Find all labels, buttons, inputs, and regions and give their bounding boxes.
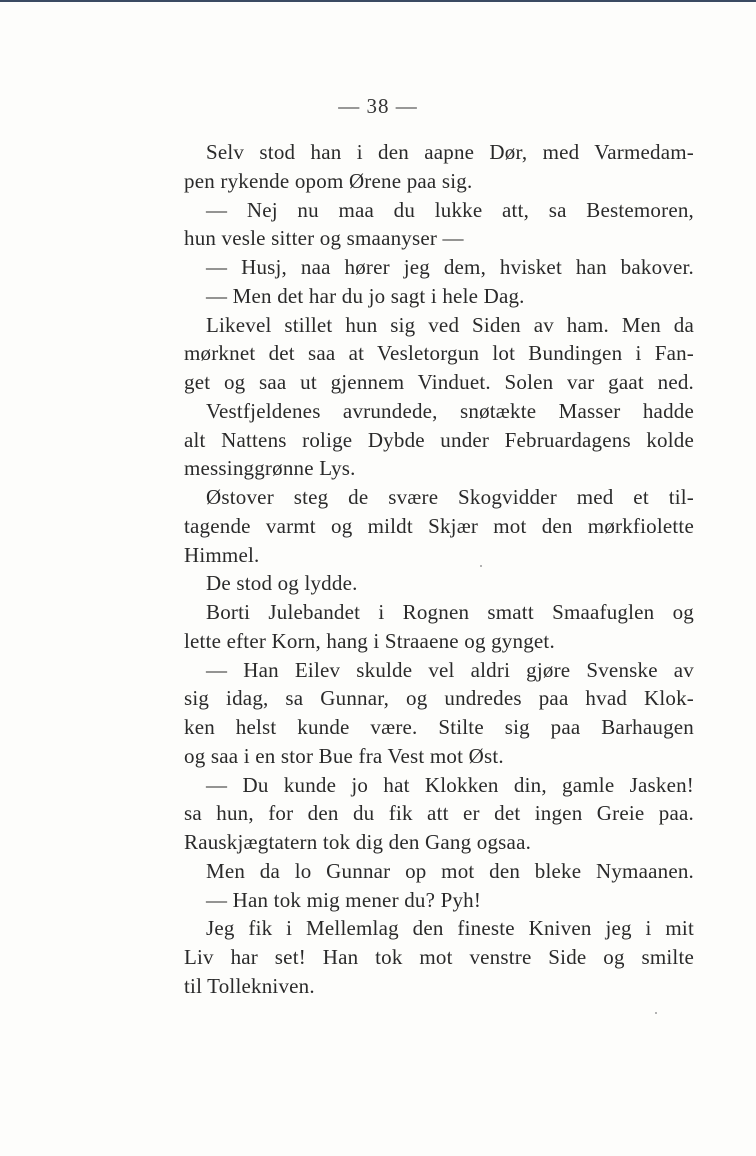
text-line: Liv har set! Han tok mot venstre Side og smilte [184, 945, 694, 969]
text-line: ken helst kunde være. Stilte sig paa Barhaugen [184, 715, 694, 739]
text-line: mørknet det saa at Vesletorgun lot Bundingen i Fan- [184, 341, 694, 366]
text-line: Østover steg de svære Skogvidder med et til- [206, 485, 694, 509]
text-line: lette efter Korn, hang i Straaene og gynget. [184, 628, 555, 653]
text-line: Borti Julebandet i Rognen smatt Smaafuglen og [206, 600, 694, 624]
text-line: Jeg fik i Mellemlag den fineste Kniven jeg i mit [206, 916, 694, 941]
text-line: Himmel. [184, 542, 260, 567]
text-line: messinggrønne Lys. [184, 456, 356, 481]
page-number: — 38 — [338, 94, 418, 118]
text-line: Selv stod han i den aapne Dør, med Varmedam- [206, 140, 694, 164]
text-line: Likevel stillet hun sig ved Siden av ham. Men da [206, 312, 694, 337]
text-line: sa hun, for den du fik att er det ingen Greie paa. [184, 801, 694, 826]
text-line: Rauskjægtatern tok dig den Gang ogsaa. [184, 830, 532, 854]
text-line: — Nej nu maa du lukke att, sa Bestemoren, [206, 197, 694, 222]
text-line: get og saa ut gjennem Vinduet. Solen var gaat ned. [184, 370, 694, 394]
text-line: Vestfjeldenes avrundede, snøtækte Masser hadde [206, 398, 694, 423]
text-line: De stod og lydde. [206, 571, 358, 596]
text-line: — Men det har du jo sagt i hele Dag. [206, 283, 525, 308]
body-text [184, 138, 694, 1001]
paper-speck [480, 565, 482, 567]
text-line: til Tollekniven. [184, 973, 315, 998]
text-line: hun vesle sitter og smaanyser — [184, 226, 464, 251]
text-line: alt Nattens rolige Dybde under Februardagens kolde [184, 427, 694, 452]
text-line: Men da lo Gunnar op mot den bleke Nymaanen. [206, 858, 694, 883]
text-line: tagende varmt og mildt Skjær mot den mørkfiolette [184, 513, 694, 538]
text-line: sig idag, sa Gunnar, og undredes paa hvad Klok- [184, 686, 694, 711]
text-line: — Du kunde jo hat Klokken din, gamle Jasken! [206, 772, 694, 797]
text-line: — Husj, naa hører jeg dem, hvisket han bakover. [206, 255, 694, 279]
text-line: — Han Eilev skulde vel aldri gjøre Svenske av [206, 657, 694, 682]
text-line: — Han tok mig mener du? Pyh! [206, 887, 482, 912]
paper-speck [655, 1012, 657, 1014]
text-line: og saa i en stor Bue fra Vest mot Øst. [184, 743, 504, 768]
text-line: pen rykende opom Ørene paa sig. [184, 168, 473, 193]
